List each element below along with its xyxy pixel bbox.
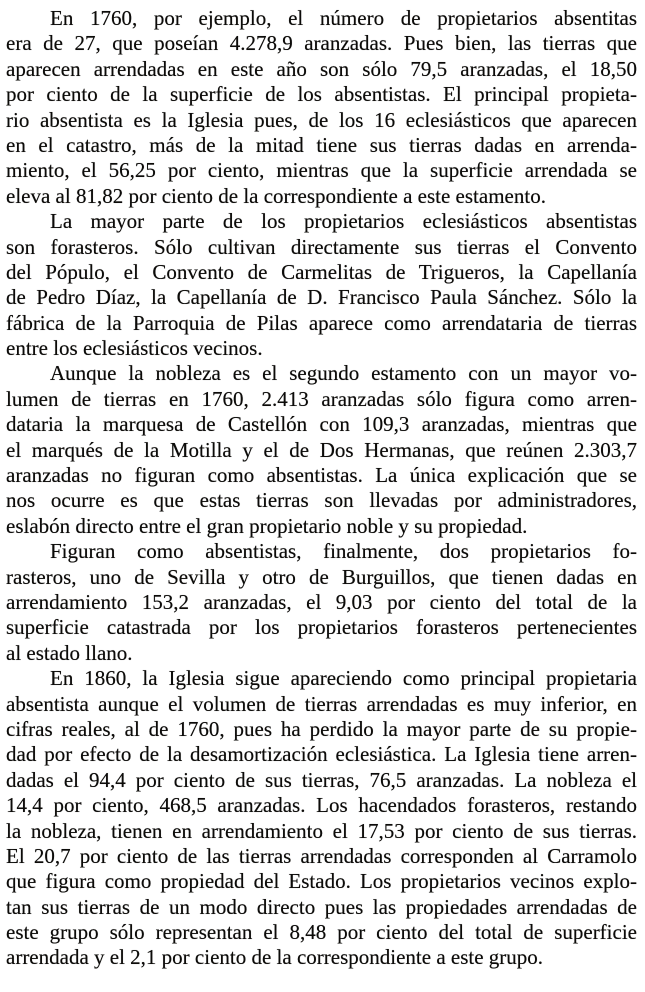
text-line: del Pópulo, el Convento de Carmelitas de Trigueros, la Capellanía	[6, 259, 637, 284]
text-line: la nobleza, tienen en arrendamiento el 17,53 por ciento de sus tierras.	[6, 818, 637, 843]
text-line: fábrica de la Parroquia de Pilas aparece como arrendataria de tierras	[6, 310, 637, 335]
text-line: arrendamiento 153,2 aranzadas, el 9,03 por ciento del total de la	[6, 589, 637, 614]
text-line: dad por efecto de la desamortización eclesiástica. La Iglesia tiene arren-	[6, 742, 637, 767]
text-line: rio absentista es la Iglesia pues, de los 16 eclesiásticos que aparecen	[6, 107, 637, 132]
text-line: En 1860, la Iglesia sigue apareciendo como principal propietaria	[50, 666, 637, 691]
text-line: miento, el 56,25 por ciento, mientras que la superficie arrendada se	[6, 158, 637, 183]
text-line: absentista aunque el volumen de tierras arrendadas es muy inferior, en	[6, 691, 637, 716]
paragraph	[6, 666, 637, 971]
text-line: rasteros, uno de Sevilla y otro de Burguillos, que tienen dadas en	[6, 564, 637, 589]
text-line: La mayor parte de los propietarios eclesiásticos absentistas	[50, 209, 637, 234]
text-line: era de 27, que poseían 4.278,9 aranzadas. Pues bien, las tierras que	[6, 31, 637, 56]
text-line: eslabón directo entre el gran propietario noble y su propiedad.	[6, 513, 528, 538]
text-line: Aunque la nobleza es el segundo estamento con un mayor vo-	[50, 361, 637, 386]
text-line: que figura como propiedad del Estado. Los propietarios vecinos explo-	[6, 869, 637, 894]
text-line: En 1760, por ejemplo, el número de propietarios absentitas	[50, 6, 637, 30]
paragraph	[6, 361, 637, 539]
text-line: lumen de tierras en 1760, 2.413 aranzadas sólo figura como arren-	[6, 386, 637, 411]
paragraph	[6, 539, 637, 666]
text-line: aparecen arrendadas en este año son sólo 79,5 aranzadas, el 18,50	[6, 56, 637, 81]
document-body-text	[6, 6, 637, 971]
text-line: dataria la marquesa de Castellón con 109,3 aranzadas, mientras que	[6, 412, 637, 437]
text-line: 14,4 por ciento, 468,5 aranzadas. Los hacendados forasteros, restando	[6, 793, 637, 818]
text-line: El 20,7 por ciento de las tierras arrendadas corresponden al Carramolo	[6, 843, 637, 868]
text-line: en el catastro, más de la mitad tiene sus tierras dadas en arrenda-	[6, 132, 637, 157]
text-line: tan sus tierras de un modo directo pues las propiedades arrendadas de	[6, 894, 637, 919]
paragraph	[6, 6, 637, 209]
text-line: este grupo sólo representan el 8,48 por ciento del total de superficie	[6, 920, 637, 945]
text-line: superficie catastrada por los propietarios forasteros pertenecientes	[6, 615, 637, 640]
text-line: cifras reales, al de 1760, pues ha perdido la mayor parte de su propie-	[6, 716, 637, 741]
text-line: arrendada y el 2,1 por ciento de la correspondiente a este grupo.	[6, 945, 544, 970]
text-line: el marqués de la Motilla y el de Dos Hermanas, que reúnen 2.303,7	[6, 437, 637, 462]
text-line: dadas el 94,4 por ciento de sus tierras, 76,5 aranzadas. La nobleza el	[6, 767, 637, 792]
text-line: por ciento de la superficie de los absentistas. El principal propieta-	[6, 82, 637, 107]
text-line: aranzadas no figuran como absentistas. La única explicación que se	[6, 463, 637, 488]
text-line: Figuran como absentistas, finalmente, dos propietarios fo-	[50, 539, 637, 564]
text-line: de Pedro Díaz, la Capellanía de D. Francisco Paula Sánchez. Sólo la	[6, 285, 637, 310]
text-line: son forasteros. Sólo cultivan directamente sus tierras el Convento	[6, 234, 637, 259]
text-line: eleva al 81,82 por ciento de la correspondiente a este estamento.	[6, 183, 546, 208]
text-line: nos ocurre es que estas tierras son llevadas por administradores,	[6, 488, 637, 513]
text-line: al estado llano.	[6, 640, 133, 665]
text-line: entre los eclesiásticos vecinos.	[6, 336, 263, 361]
paragraph	[6, 209, 637, 361]
